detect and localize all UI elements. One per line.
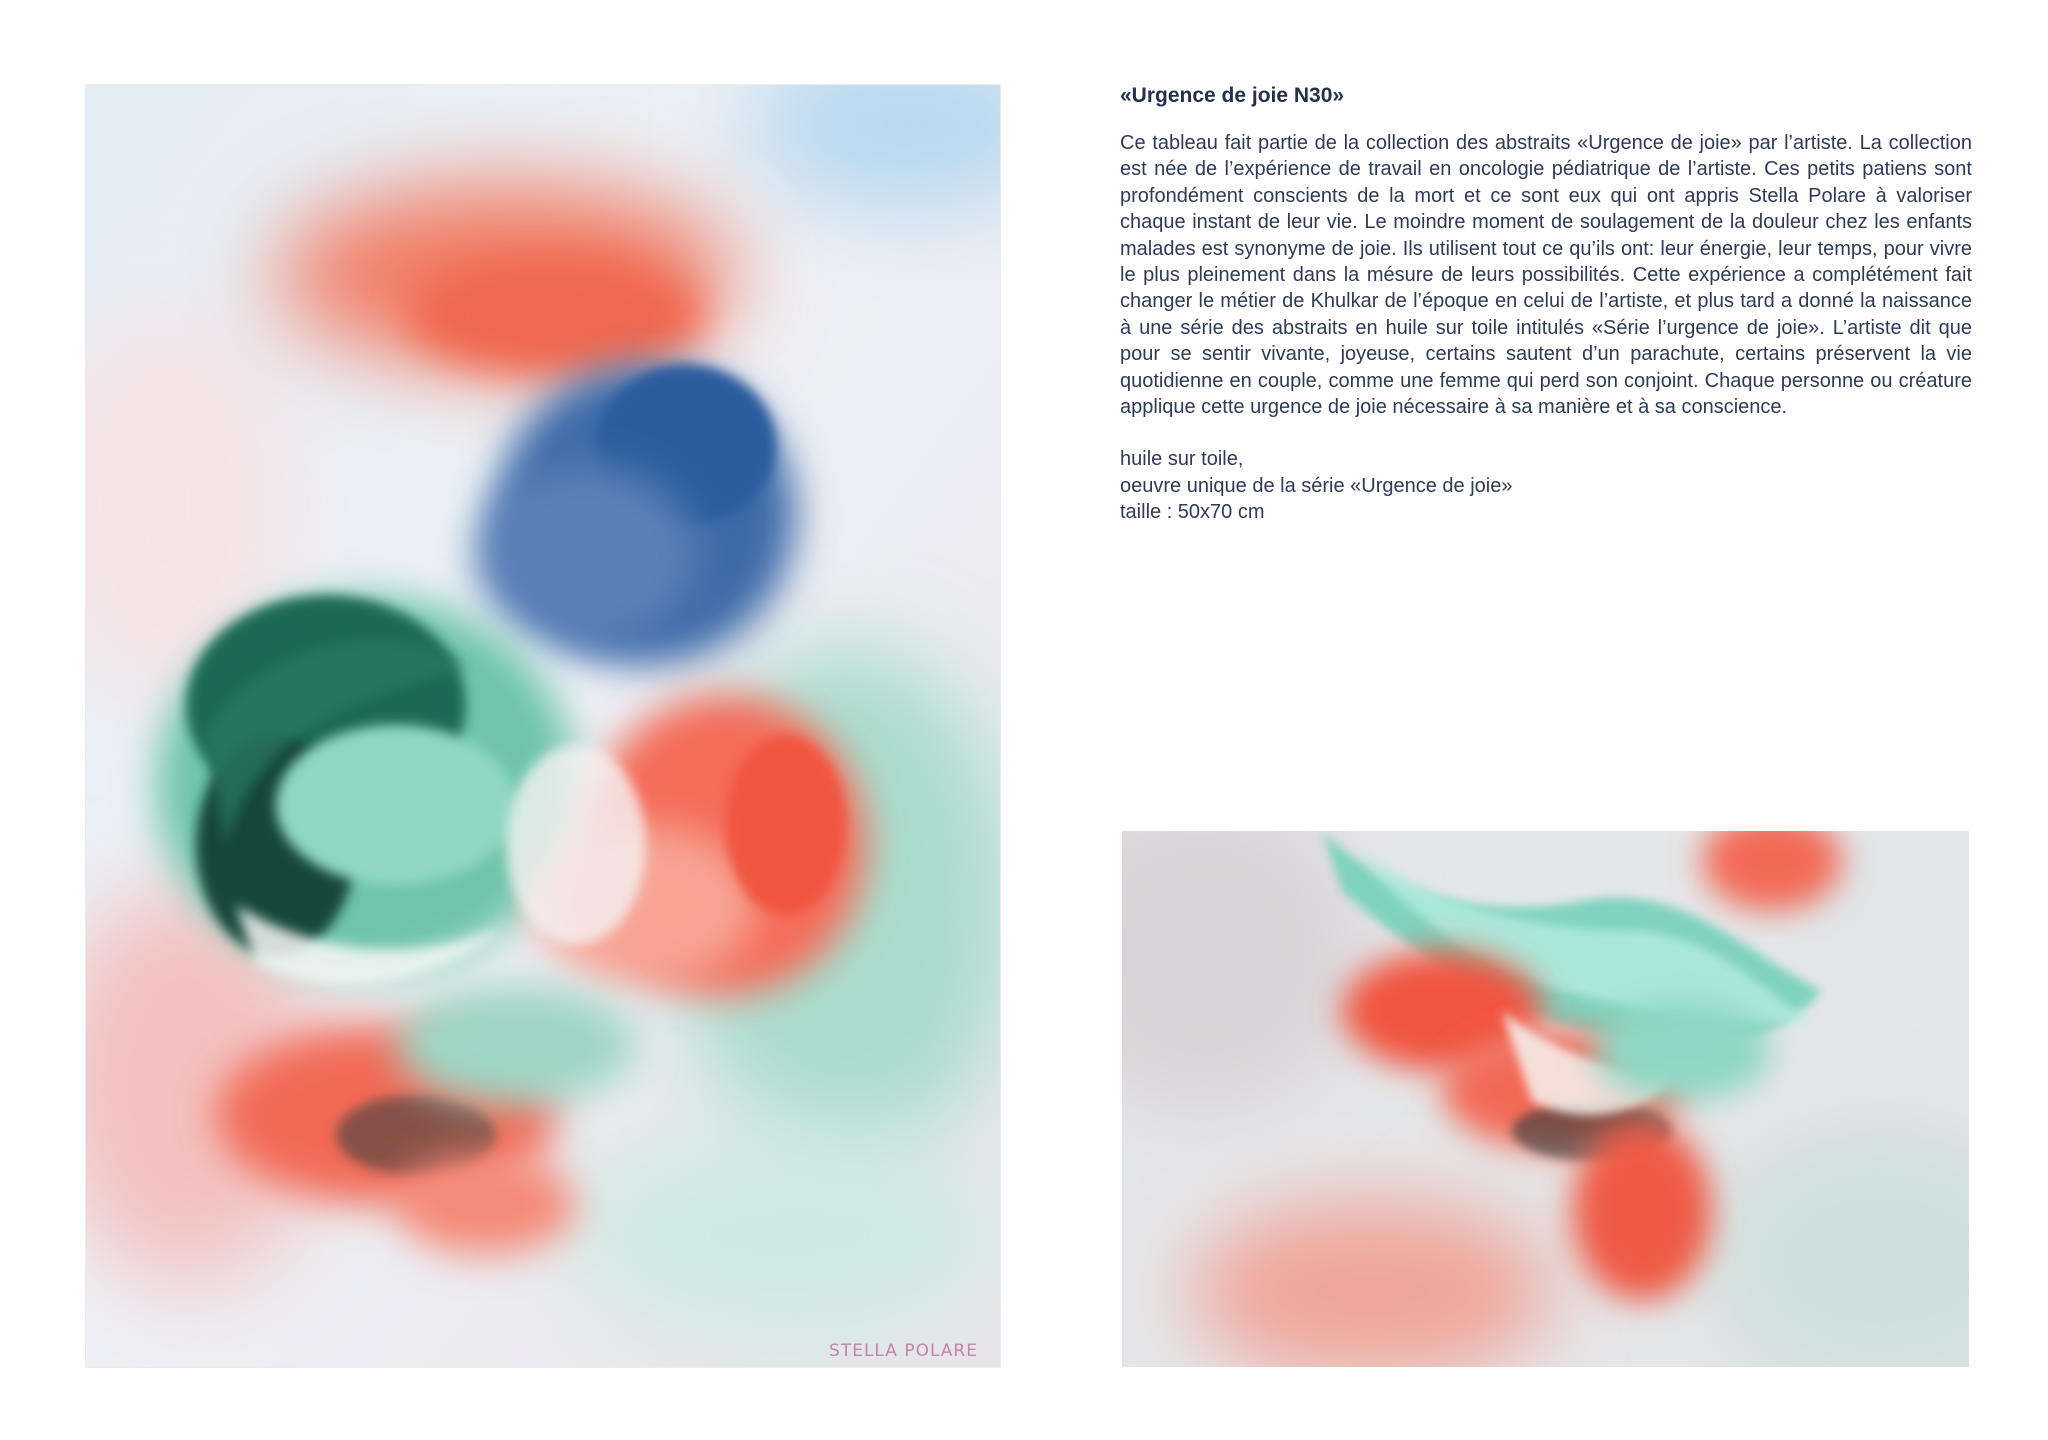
artwork-description-block	[1120, 84, 1972, 526]
artwork-description: Ce tableau fait partie de la collection des abstraits «Urgence de joie» par l’artiste. La collection est née de l’expérience de travail en oncologie pédiatrique de l’artiste. Ces petits patiens sont profondément conscients de la mort et ce sont eux qui ont appris Stella Polare à valoriser chaque instant de leur vie. Le moindre moment de soulagement de la douleur chez les enfants malades est synonyme de joie. Ils utilisent tout ce qu’ils ont: leur énergie, leur temps, pour vivre le plus pleinement dans la mésure de leurs possibilités. Cette expérience a complétément fait changer le métier de Khulkar de l’époque en celui de l’artiste, et plus tard a donné la naissance à une série des abstraits en huile sur toile intitulés «Série l’urgence de joie». L’artiste dit que pour se sentir vivante, joyeuse, certains sautent d’un parachute, certains préservent la vie quotidienne en couple, comme une femme qui perd son conjoint. Chaque personne ou créature applique cette urgence de joie nécessaire à sa manière et à sa conscience.	[1120, 132, 1972, 419]
detail-painting-image	[1122, 831, 1969, 1367]
size-text: taille : 50x70 cm	[1120, 501, 1265, 524]
signature: STELLA POLARE	[829, 1341, 978, 1361]
main-painting-image	[86, 85, 1000, 1367]
artwork-title: «Urgence de joie N30»	[1120, 84, 1345, 107]
series-text: oeuvre unique de la série «Urgence de joie»	[1120, 474, 1513, 497]
medium-text: huile sur toile,	[1120, 448, 1244, 471]
artwork-specs	[1120, 446, 1972, 525]
